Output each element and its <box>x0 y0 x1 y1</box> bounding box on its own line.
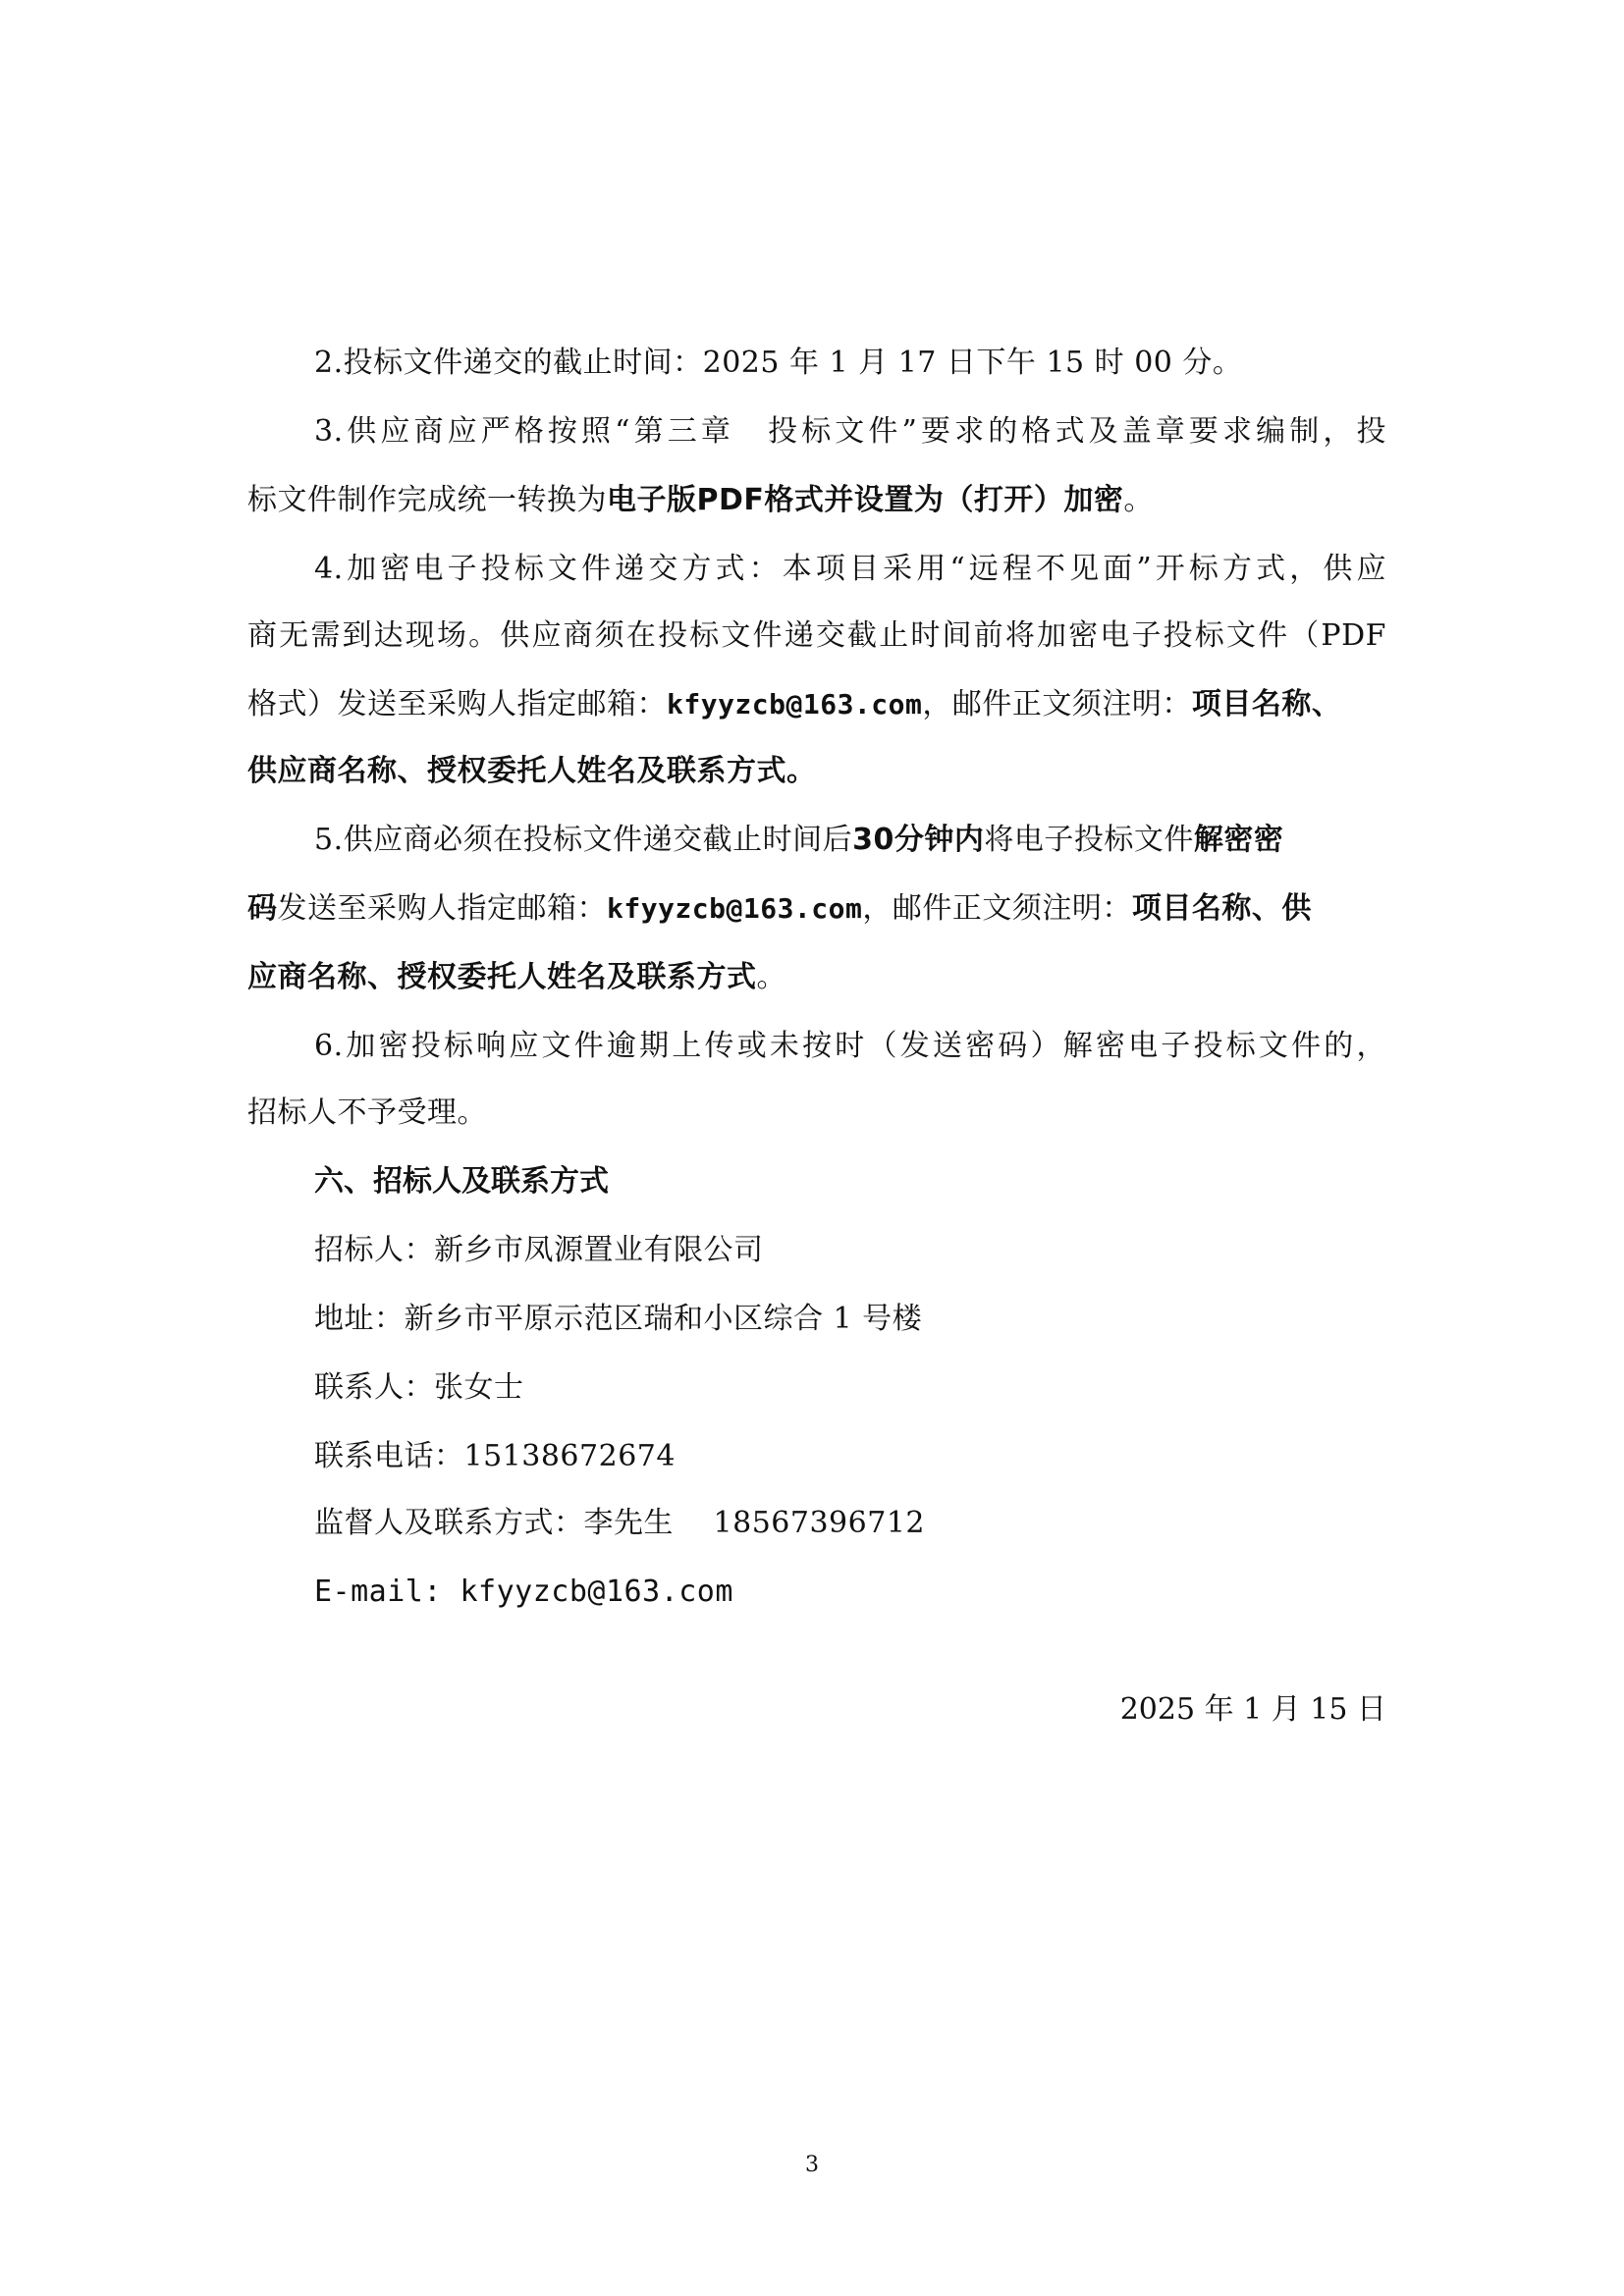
item-5-text-c2: ，邮件正文须注明： <box>862 891 1132 926</box>
item-3-text-c: 。 <box>1123 483 1154 517</box>
item-4-email: kfyyzcb@163.com <box>667 688 923 721</box>
item-5-bold-l3: 应商名称、授权委托人姓名及联系方式 <box>247 960 757 994</box>
item-3-line-1: 3.供应商应严格按照“第三章 投标文件”要求的格式及盖章要求编制，投 <box>314 414 1386 449</box>
item-5-text-b: 发送至采购人指定邮箱： <box>277 891 607 926</box>
item-4-text-b: ，邮件正文须注明： <box>922 687 1192 721</box>
item-3-text-a: 标文件制作完成统一转换为 <box>247 483 607 517</box>
supervisor-line: 监督人及联系方式：李先生 18567396712 <box>314 1506 925 1540</box>
item-2-line-1: 2.投标文件递交的截止时间：2025 年 1 月 17 日下午 15 时 00 分。 <box>314 346 1243 380</box>
section-6-heading: 六、招标人及联系方式 <box>314 1164 609 1199</box>
item-4-line-1: 4.加密电子投标文件递交方式：本项目采用“远程不见面”开标方式，供应 <box>314 552 1386 586</box>
item-5-text-c: 将电子投标文件 <box>984 823 1194 857</box>
contact-line: 联系人：张女士 <box>314 1370 524 1405</box>
item-5-line-1 <box>314 821 1283 860</box>
item-5-bold-d: 项目名称、供 <box>1131 891 1312 926</box>
item-5-text-end: 。 <box>756 960 786 994</box>
item-3-line-2 <box>247 481 1154 520</box>
document-date: 2025 年 1 月 15 日 <box>1119 1692 1386 1727</box>
email-line: E-mail: kfyyzcb@163.com <box>314 1575 733 1609</box>
item-5-bold-decrypt: 解密密 <box>1193 823 1284 857</box>
item-5-line-3 <box>247 958 786 997</box>
item-4-line-4: 供应商名称、授权委托人姓名及联系方式。 <box>247 754 817 788</box>
item-5-text-a: 5.供应商必须在投标文件递交截止时间后 <box>314 823 853 857</box>
item-3-bold-pdf: 电子版PDF格式并设置为（打开）加密 <box>607 483 1124 517</box>
address-line: 地址：新乡市平原示范区瑞和小区综合 1 号楼 <box>314 1302 923 1336</box>
item-5-bold-30min: 30分钟内 <box>852 823 985 857</box>
item-5-bold-code: 码 <box>247 891 278 926</box>
item-6-line-1: 6.加密投标响应文件逾期上传或未按时（发送密码）解密电子投标文件的， <box>314 1029 1386 1063</box>
item-4-line-2: 商无需到达现场。供应商须在投标文件递交截止时间前将加密电子投标文件（PDF <box>247 618 1386 653</box>
item-6-line-2: 招标人不予受理。 <box>247 1095 487 1130</box>
tenderer-line: 招标人：新乡市凤源置业有限公司 <box>314 1233 764 1267</box>
item-4-text-a: 格式）发送至采购人指定邮箱： <box>247 687 667 721</box>
item-5-line-2 <box>247 889 1312 929</box>
page-number: 3 <box>805 2153 819 2177</box>
item-4-line-3 <box>247 685 1341 724</box>
item-5-email: kfyyzcb@163.com <box>607 892 863 925</box>
item-4-bold-c: 项目名称、 <box>1191 687 1342 721</box>
phone-line: 联系电话：15138672674 <box>314 1439 676 1473</box>
